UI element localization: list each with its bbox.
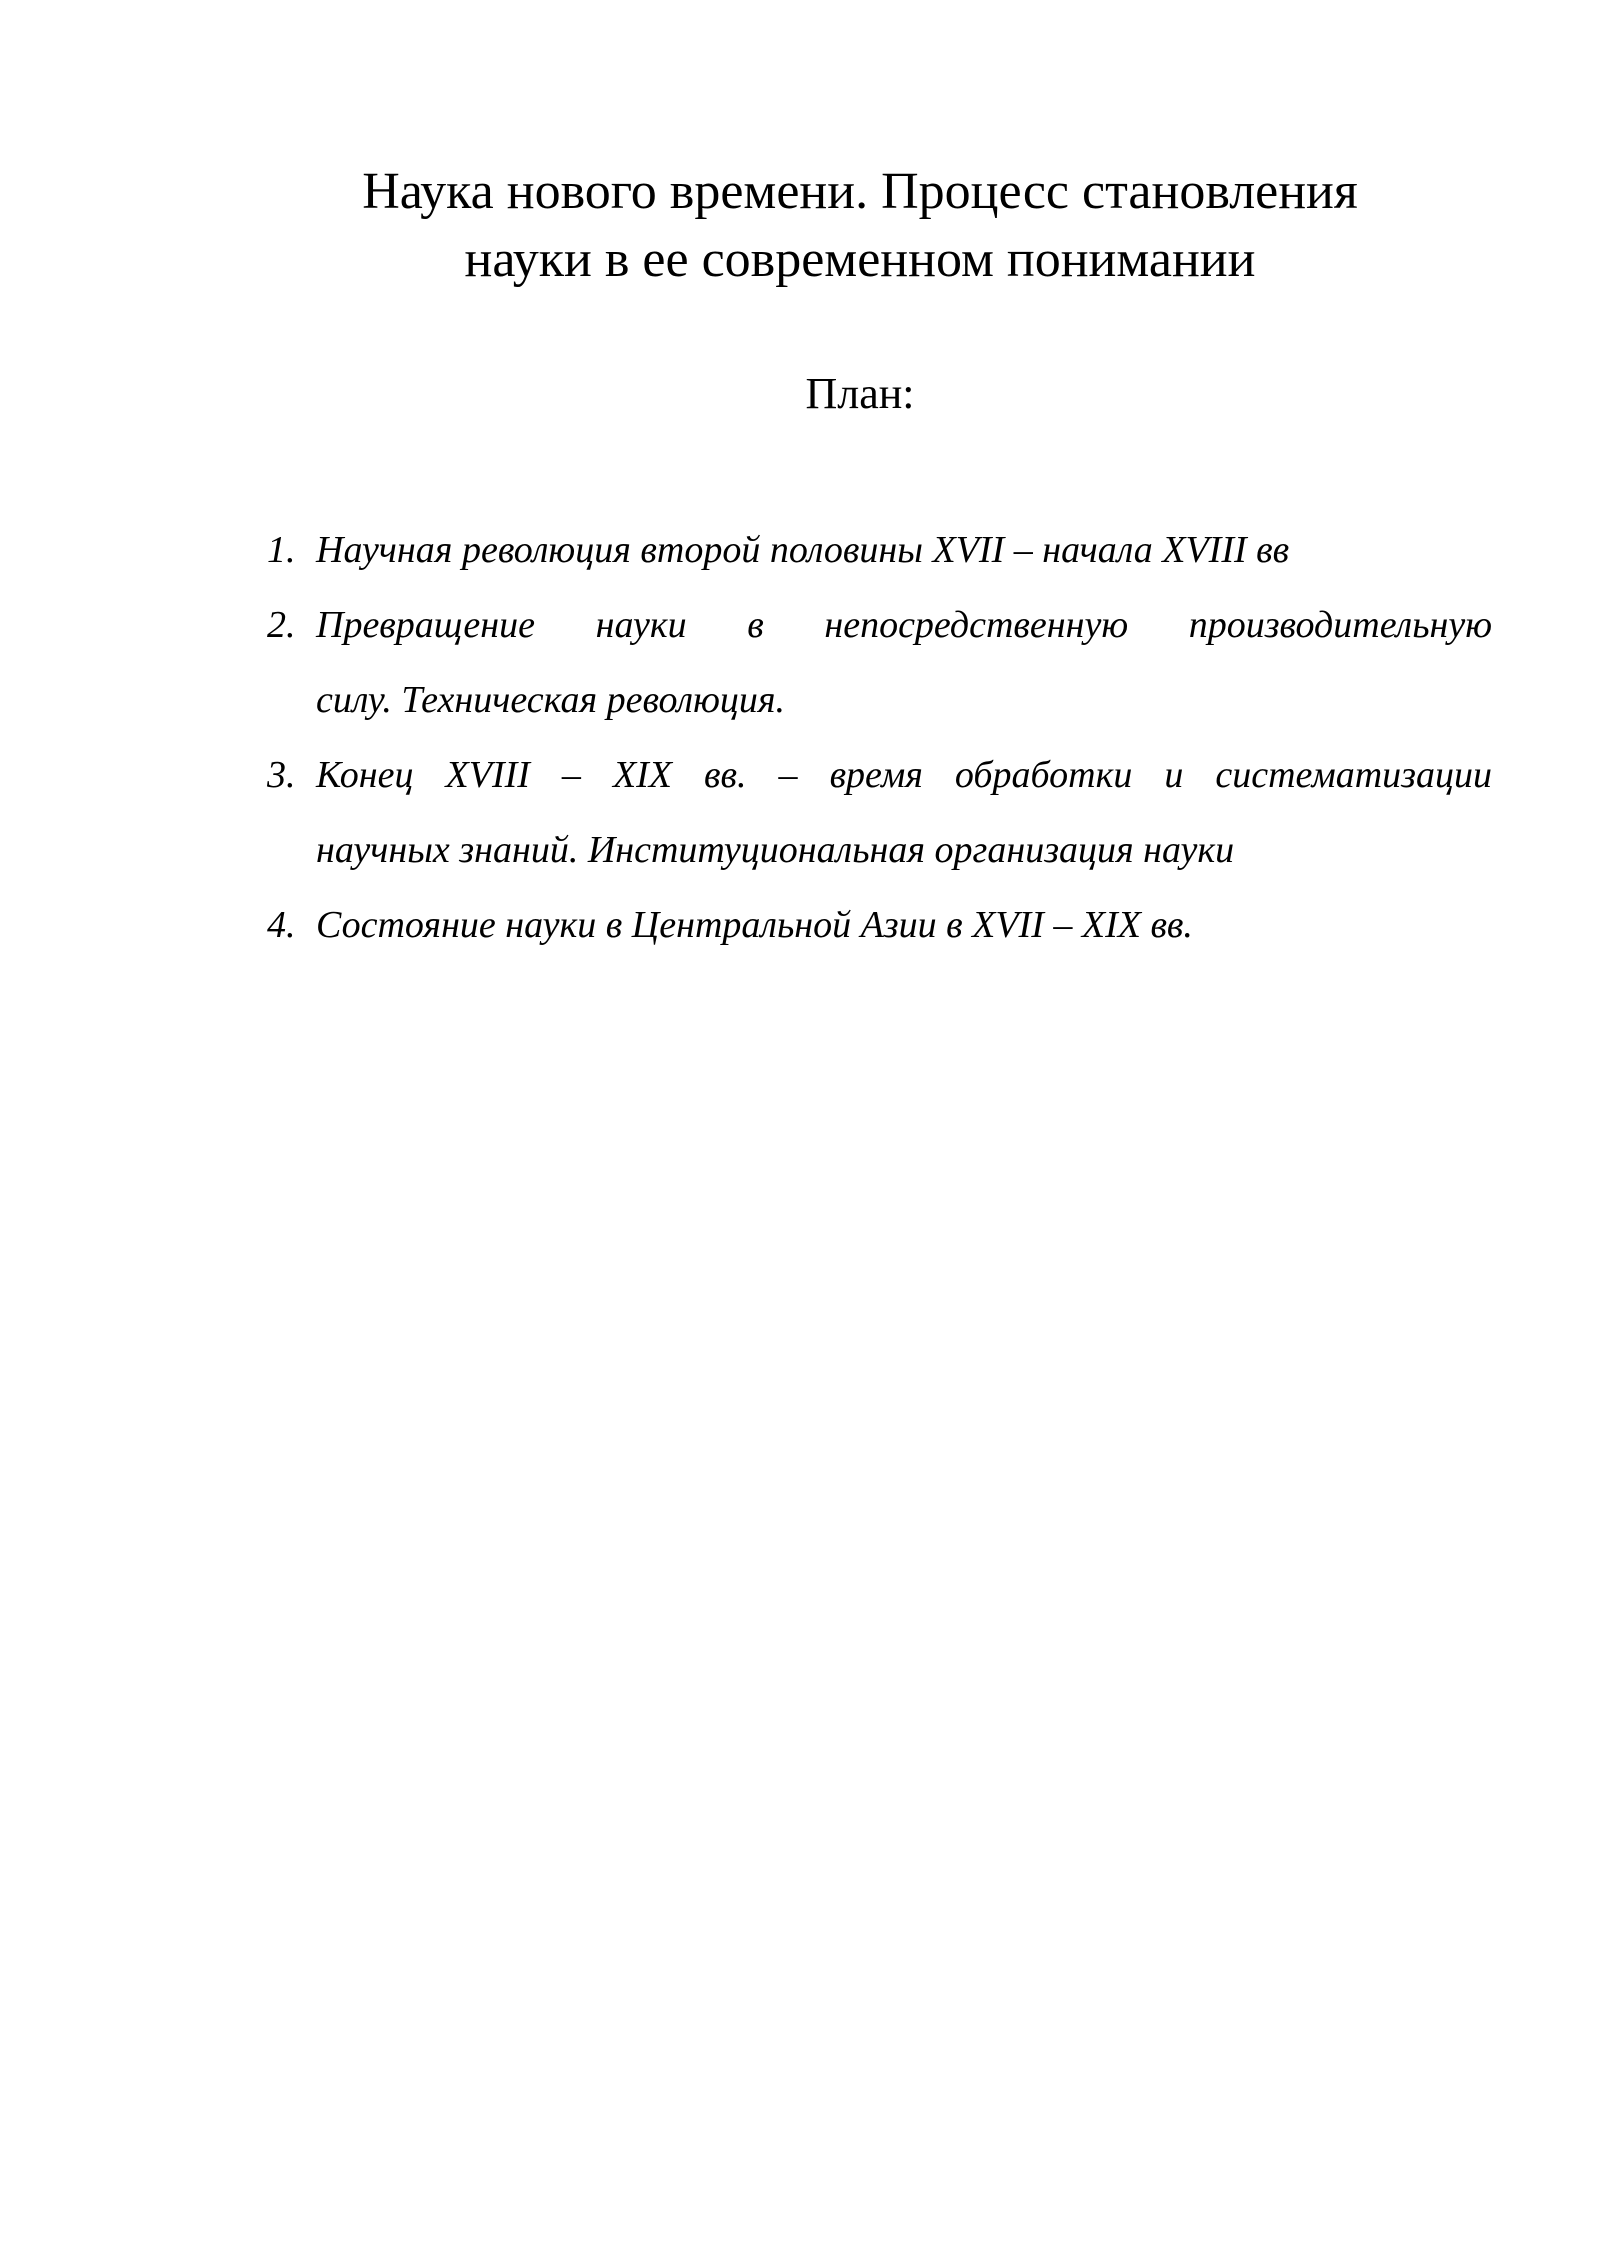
title-line-2: науки в ее современном понимании xyxy=(464,231,1256,288)
plan-item-text-line-2: силу. Техническая революция. xyxy=(316,679,786,721)
plan-heading: План: xyxy=(805,369,915,418)
plan-item-text-line-1: Состояние науки в Центральной Азии в XVII – XIX вв. xyxy=(316,904,1193,946)
plan-item-number: 3. xyxy=(267,754,296,796)
plan-item-text-line-1: Конец XVIII – XIX вв. – время обработки и систематизации xyxy=(316,754,1492,796)
plan-item-number: 1. xyxy=(267,529,296,571)
title-line-1: Наука нового времени. Процесс становления xyxy=(362,163,1358,220)
document-title xyxy=(240,158,1480,294)
plan-item-text-line-2: научных знаний. Институциональная организация науки xyxy=(316,829,1235,871)
plan-item-text-line-1: Научная революция второй половины XVII – начала XVIII вв xyxy=(316,529,1290,571)
plan-item-number: 2. xyxy=(267,604,296,646)
plan-item-number: 4. xyxy=(267,904,296,946)
plan-item-text-line-1: Превращение науки в непосредственную производительную xyxy=(316,604,1492,646)
